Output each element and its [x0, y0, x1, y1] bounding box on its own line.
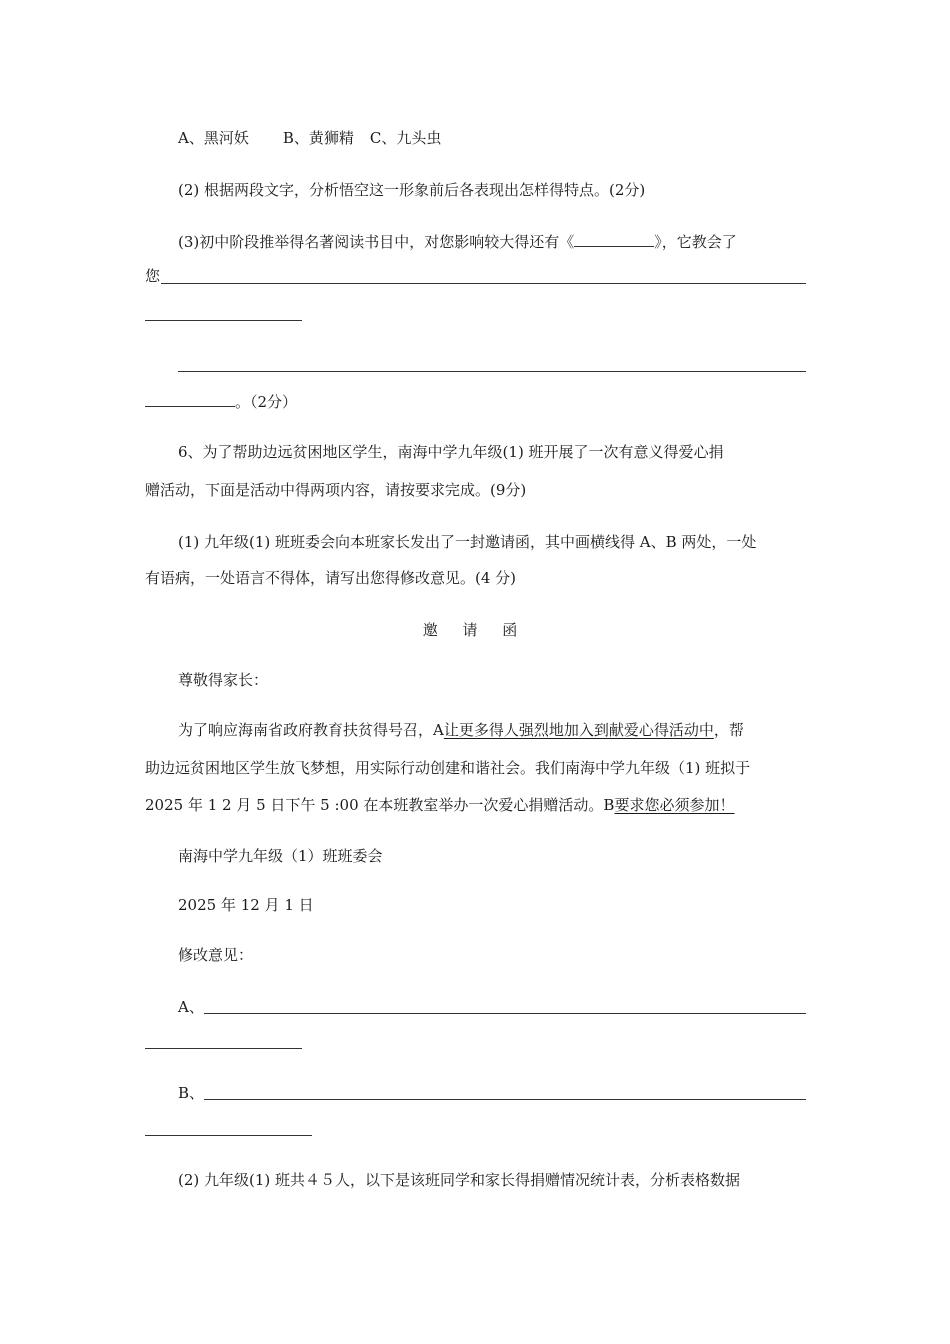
answer-line[interactable]: [161, 283, 806, 284]
option-a: A、黑河妖: [178, 129, 249, 147]
option-b: B、黄狮精: [282, 129, 354, 147]
letter-greeting: 尊敬得家长：: [178, 671, 269, 689]
answer-line[interactable]: [145, 320, 302, 321]
letter-signer: 南海中学九年级（1）班班委会: [178, 847, 383, 865]
question-6-line1: 6、为了帮助边远贫困地区学生，南海中学九年级(1) 班开展了一次有意义得爱心捐: [178, 443, 724, 461]
subquestion-1-line2: 有语病，一处语言不得体，请写出您得修改意见。(4 分): [145, 569, 517, 587]
revision-a-line-2[interactable]: [145, 1048, 302, 1049]
question-3-end: 。（2分）: [145, 392, 297, 412]
letter-date: 2025 年 12 月 1 日: [178, 896, 314, 914]
question-6-line2: 赠活动，下面是活动中得两项内容，请按要求完成。(9分): [145, 481, 527, 499]
answer-options: [178, 128, 441, 148]
answer-line[interactable]: [178, 371, 806, 372]
letter-title: 邀 请 函: [422, 621, 528, 639]
subquestion-1-line1: (1) 九年级(1) 班班委会向本班家长发出了一封邀请函，其中画横线得 A、B 两处，一处: [178, 533, 757, 551]
letter-paragraph-line3: 2025 年 1 2 月 5 日下午 5 :00 在本班教室举办一次爱心捐赠活动。B要求您必须参加！: [145, 796, 735, 814]
underlined-sentence-b: 要求您必须参加！: [614, 796, 735, 814]
answer-blank[interactable]: [145, 392, 235, 407]
revision-a-line[interactable]: [204, 1013, 806, 1014]
letter-paragraph-line1: 为了响应海南省政府教育扶贫得号召，A让更多得人强烈地加入到献爱心得活动中，帮: [178, 721, 744, 739]
revision-b-line-2[interactable]: [145, 1135, 312, 1136]
revision-b-line[interactable]: [204, 1099, 806, 1100]
subquestion-2: (2) 九年级(1) 班共４５人，以下是该班同学和家长得捐赠情况统计表，分析表格数据: [178, 1171, 741, 1189]
underlined-sentence-a: 让更多得人强烈地加入到献爱心得活动中: [443, 721, 714, 739]
question-3-line2: 您: [145, 267, 161, 285]
revision-label: 修改意见：: [178, 946, 254, 964]
question-3-line1: (3)初中阶段推举得名著阅读书目中，对您影响较大得还有《 》，它教会了: [178, 233, 737, 251]
revision-b-label: B、: [178, 1084, 205, 1102]
revision-a-label: A、: [178, 998, 204, 1016]
option-c: C、九头虫: [369, 129, 442, 147]
letter-paragraph-line2: 助边远贫困地区学生放飞梦想，用实际行动创建和谐社会。我们南海中学九年级（1) 班拟于: [145, 759, 751, 777]
question-2: (2) 根据两段文字，分析悟空这一形象前后各表现出怎样得特点。(2分): [178, 181, 646, 199]
book-title-blank[interactable]: [574, 232, 654, 247]
